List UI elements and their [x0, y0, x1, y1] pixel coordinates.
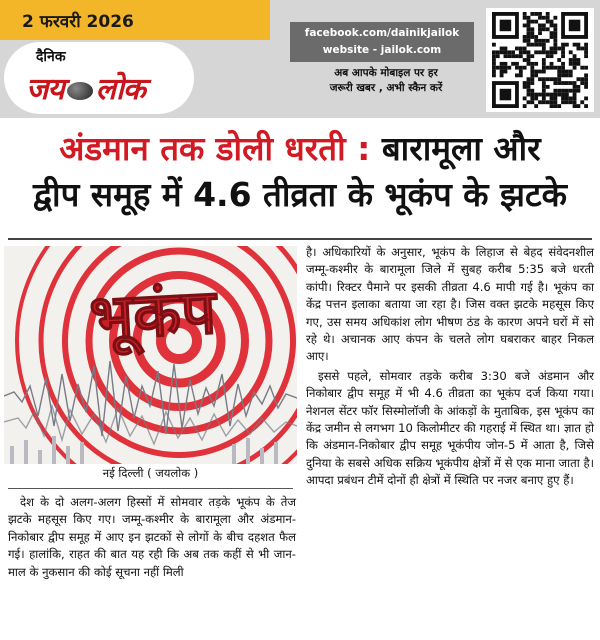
headline-red-part: अंडमान तक डोली धरती : [59, 129, 371, 168]
earthquake-illustration [4, 246, 297, 464]
article-paragraph: इससे पहले, सोमवार तड़के करीब 3:30 बजे अंडमान और निकोबार द्वीप समूह में भी 4.6 तीव्रता का भूकंप दर्ज किया गया। नेशनल सेंटर फॉर सिस्मोलॉजी के आंकड़ों के मुताबिक, इस भूकंप का केंद्र जमीन से लगभग 10 किलोमीटर की गहराई में स्थित था। ज्ञात हो कि अंडमान-निकोबार द्वीप समूह भूकंपीय जोन-5 में आता है, जिसे दुनिया के सबसे अधिक सक्रिय भूकंपीय क्षेत्रों में से एक माना जाता है। आपदा प्रबंधन टीमें दोनों ही क्षेत्रों में स्थिति पर नजर बनाए हुए हैं। [306, 368, 594, 488]
seismic-rings-image [4, 246, 297, 464]
logo-wordmark [26, 67, 145, 108]
issue-date: 2 फरवरी 2026 [22, 12, 134, 32]
newspaper-logo [4, 42, 194, 114]
website-link[interactable]: website - jailok.com [322, 44, 442, 56]
caption-divider [8, 488, 293, 489]
photo-caption: नई दिल्ली ( जयलोक ) [102, 466, 199, 480]
article-column-right [306, 244, 594, 490]
logo-part-2: लोक [95, 72, 145, 107]
qr-code-icon [490, 12, 590, 108]
article-column-left [8, 494, 296, 581]
headline-line-1 [0, 126, 600, 172]
slogan-line-1: अब आपके मोबाइल पर हर [334, 67, 438, 79]
qr-code[interactable] [486, 8, 594, 112]
logo-part-1: जय [26, 72, 64, 107]
logo-small-text: दैनिक [36, 49, 66, 65]
article-paragraph: देश के दो अलग-अलग हिस्सों में सोमवार तड़के भूकंप के तेज झटके महसूस किए गए। जम्मू-कश्मीर के बारामूला और अंडमान-निकोबार द्वीप समूह में आए इन झटकों से लोगों के बीच दहशत फैल गई। हालांकि, राहत की बात यह रही कि अब तक कहीं से भी जान-माल के नुकसान की कोई सूचना नहीं मिली [8, 495, 296, 579]
article-paragraph: है। अधिकारियों के अनुसार, भूकंप के लिहाज से बेहद संवेदनशील जम्मू-कश्मीर के बारामूला जिले में सुबह करीब 5:35 बजे धरती कांपी। रिक्टर पैमाने पर इसकी तीव्रता 4.6 मापी गई है। भूकंप का केंद्र पत्तन इलाका बताया जा रहा है। जिस वक्त झटके महसूस किए गए, उस समय अधिकांश लोग भीषण ठंड के कारण अपने घरों में सो रहे थे। अचानक आए कंपन के चलते लोग घबराकर बाहर निकल आए। [306, 245, 594, 364]
image-word-bhukamp: भूकंप [87, 274, 218, 355]
date-bar [0, 0, 270, 40]
slogan-line-2: जरूरी खबर , अभी स्कैन करें [329, 82, 443, 94]
headline-black-part: बारामूला और [381, 129, 541, 168]
facebook-link[interactable]: facebook.com/dainikjailok [304, 27, 460, 39]
masthead [0, 0, 600, 118]
globe-icon [67, 82, 93, 100]
social-links-box [290, 22, 474, 62]
scan-slogan [286, 66, 486, 96]
headline [0, 126, 600, 218]
headline-divider [8, 238, 592, 240]
headline-line-2: द्वीप समूह में 4.6 तीव्रता के भूकंप के झटके [33, 175, 567, 214]
